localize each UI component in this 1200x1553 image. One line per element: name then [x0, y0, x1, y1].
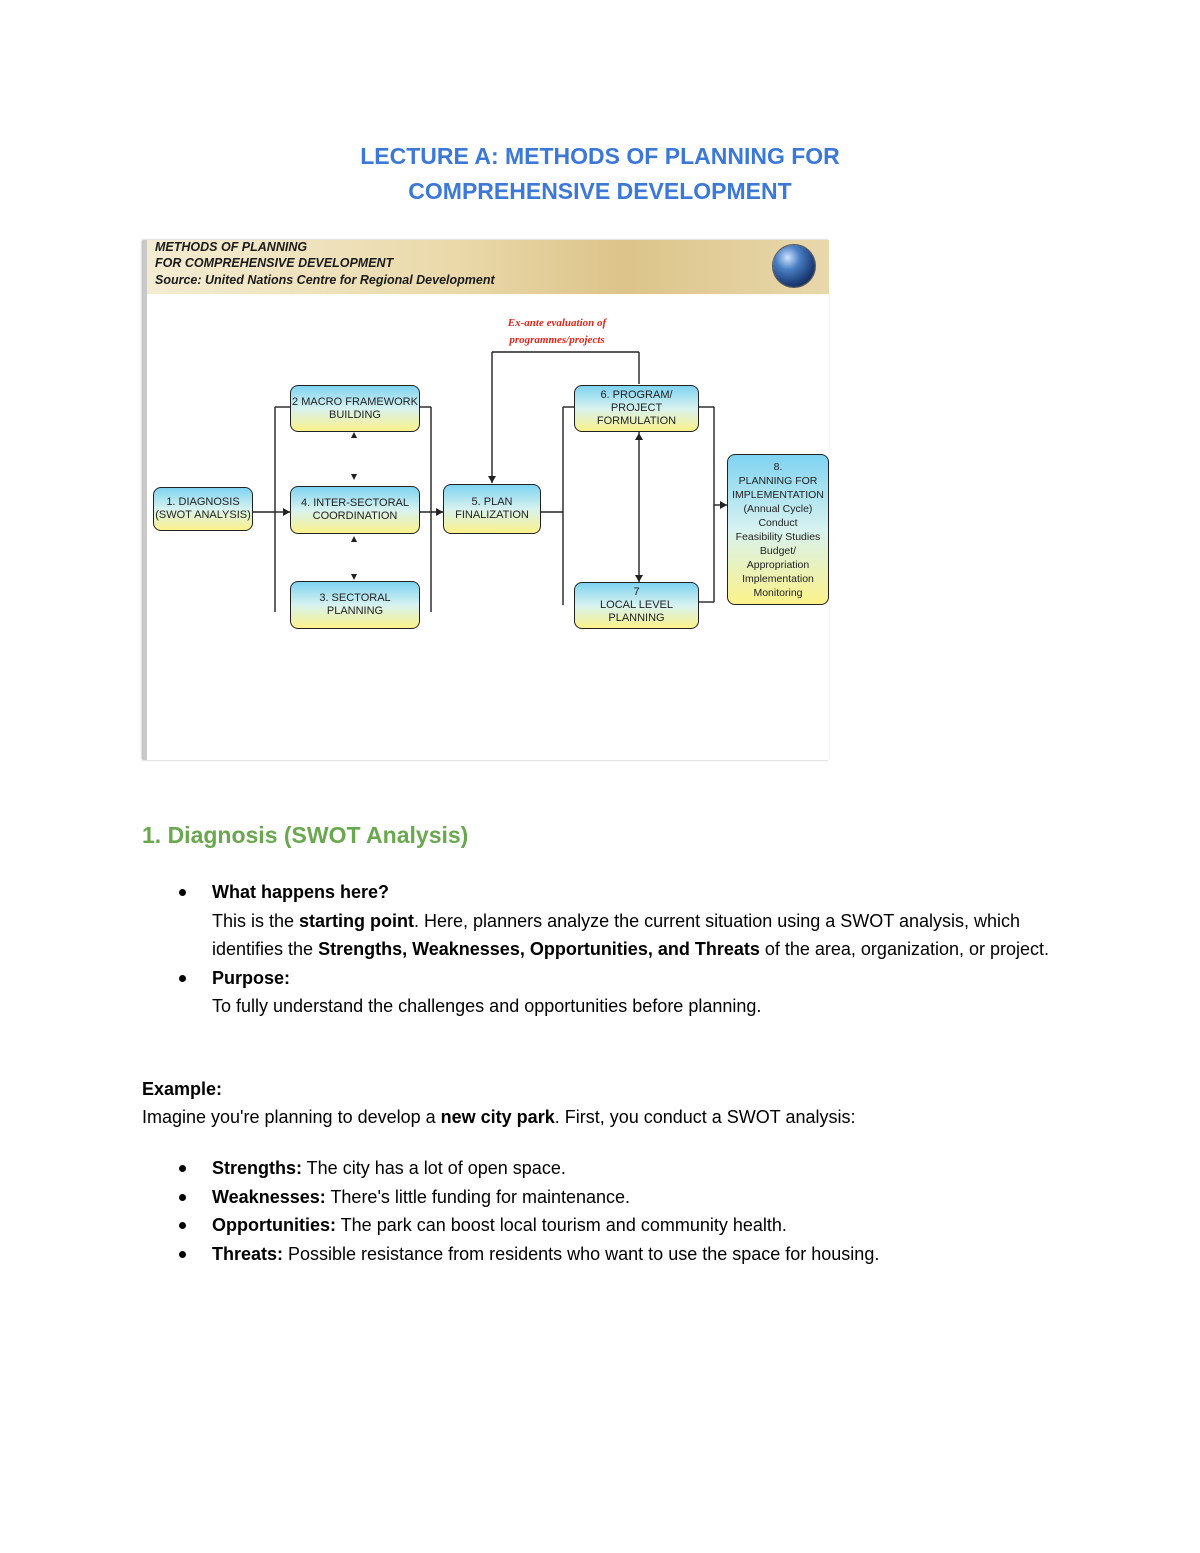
swot-label: Threats:	[212, 1243, 284, 1264]
box-sectoral-planning: 3. SECTORAL PLANNING	[290, 581, 420, 629]
example-label: Example:	[142, 1079, 223, 1099]
box-diagnosis: 1. DIAGNOSIS (SWOT ANALYSIS)	[153, 487, 253, 531]
ex-ante-evaluation-note: Ex-ante evaluation of programmes/projects	[507, 317, 607, 346]
text-segment: This is the	[212, 910, 300, 931]
list-item	[142, 964, 1082, 1021]
swot-text: There's little funding for maintenance.	[325, 1186, 631, 1207]
list-item	[142, 878, 1082, 964]
swot-list	[142, 1154, 1082, 1268]
box-local-planning: 7 LOCAL LEVEL PLANNING	[574, 582, 699, 629]
list-item	[142, 1183, 1082, 1212]
diagram-source: Source: United Nations Centre for Regional Development	[155, 273, 495, 287]
list-item	[142, 1211, 1082, 1240]
swot-label: Opportunities:	[212, 1215, 336, 1235]
box-plan-finalization: 5. PLAN FINALIZATION	[443, 484, 541, 534]
box-macro-framework: 2 MACRO FRAMEWORK BUILDING	[290, 385, 420, 432]
box-inter-sectoral: 4. INTER-SECTORAL COORDINATION	[290, 486, 420, 534]
diagram-title-line-2: FOR COMPREHENSIVE DEVELOPMENT	[155, 256, 394, 270]
bold-segment: starting point	[299, 910, 415, 931]
list-item	[142, 1154, 1082, 1183]
bold-segment: new city park	[440, 1107, 555, 1127]
box-planning-for-implementation: 8. PLANNING FOR IMPLEMENTATION (Annual Cycle) Conduct Feasibility Studies Budget/ Appropriation Implementation Monitoring	[727, 454, 829, 605]
list-item	[142, 1240, 1082, 1269]
page-title-line-2: COMPREHENSIVE DEVELOPMENT	[408, 178, 792, 204]
swot-text: Possible resistance from residents who want to use the space for housing.	[283, 1243, 880, 1264]
text-segment: Imagine you're planning to develop a	[142, 1107, 441, 1127]
section-heading-diagnosis: 1. Diagnosis (SWOT Analysis)	[142, 822, 469, 848]
page-title-line-1: LECTURE A: METHODS OF PLANNING FOR	[360, 143, 840, 169]
text-segment: of the area, organization, or project.	[759, 939, 1050, 959]
box-program-formulation: 6. PROGRAM/ PROJECT FORMULATION	[574, 385, 699, 432]
text-segment: . Here, planners analyze the current situation using a SWOT analysis, which identifies the	[212, 910, 1020, 959]
diagnosis-points	[142, 878, 1082, 1021]
question-purpose: Purpose:	[212, 967, 291, 988]
text-segment: . First, you conduct a SWOT analysis:	[554, 1107, 856, 1127]
text-segment: To fully understand the challenges and opportunities before planning.	[212, 996, 762, 1016]
question-what-happens: What happens here?	[212, 882, 390, 902]
planning-methods-diagram	[143, 240, 829, 760]
bold-segment: Strengths, Weaknesses, Opportunities, and Threats	[318, 939, 760, 959]
example-text	[142, 1103, 855, 1131]
swot-label: Weaknesses:	[212, 1186, 326, 1207]
swot-label: Strengths:	[212, 1158, 302, 1178]
swot-text: The park can boost local tourism and community health.	[336, 1215, 787, 1235]
swot-text: The city has a lot of open space.	[302, 1158, 566, 1178]
diagram-title-line-1: METHODS OF PLANNING	[155, 240, 308, 254]
